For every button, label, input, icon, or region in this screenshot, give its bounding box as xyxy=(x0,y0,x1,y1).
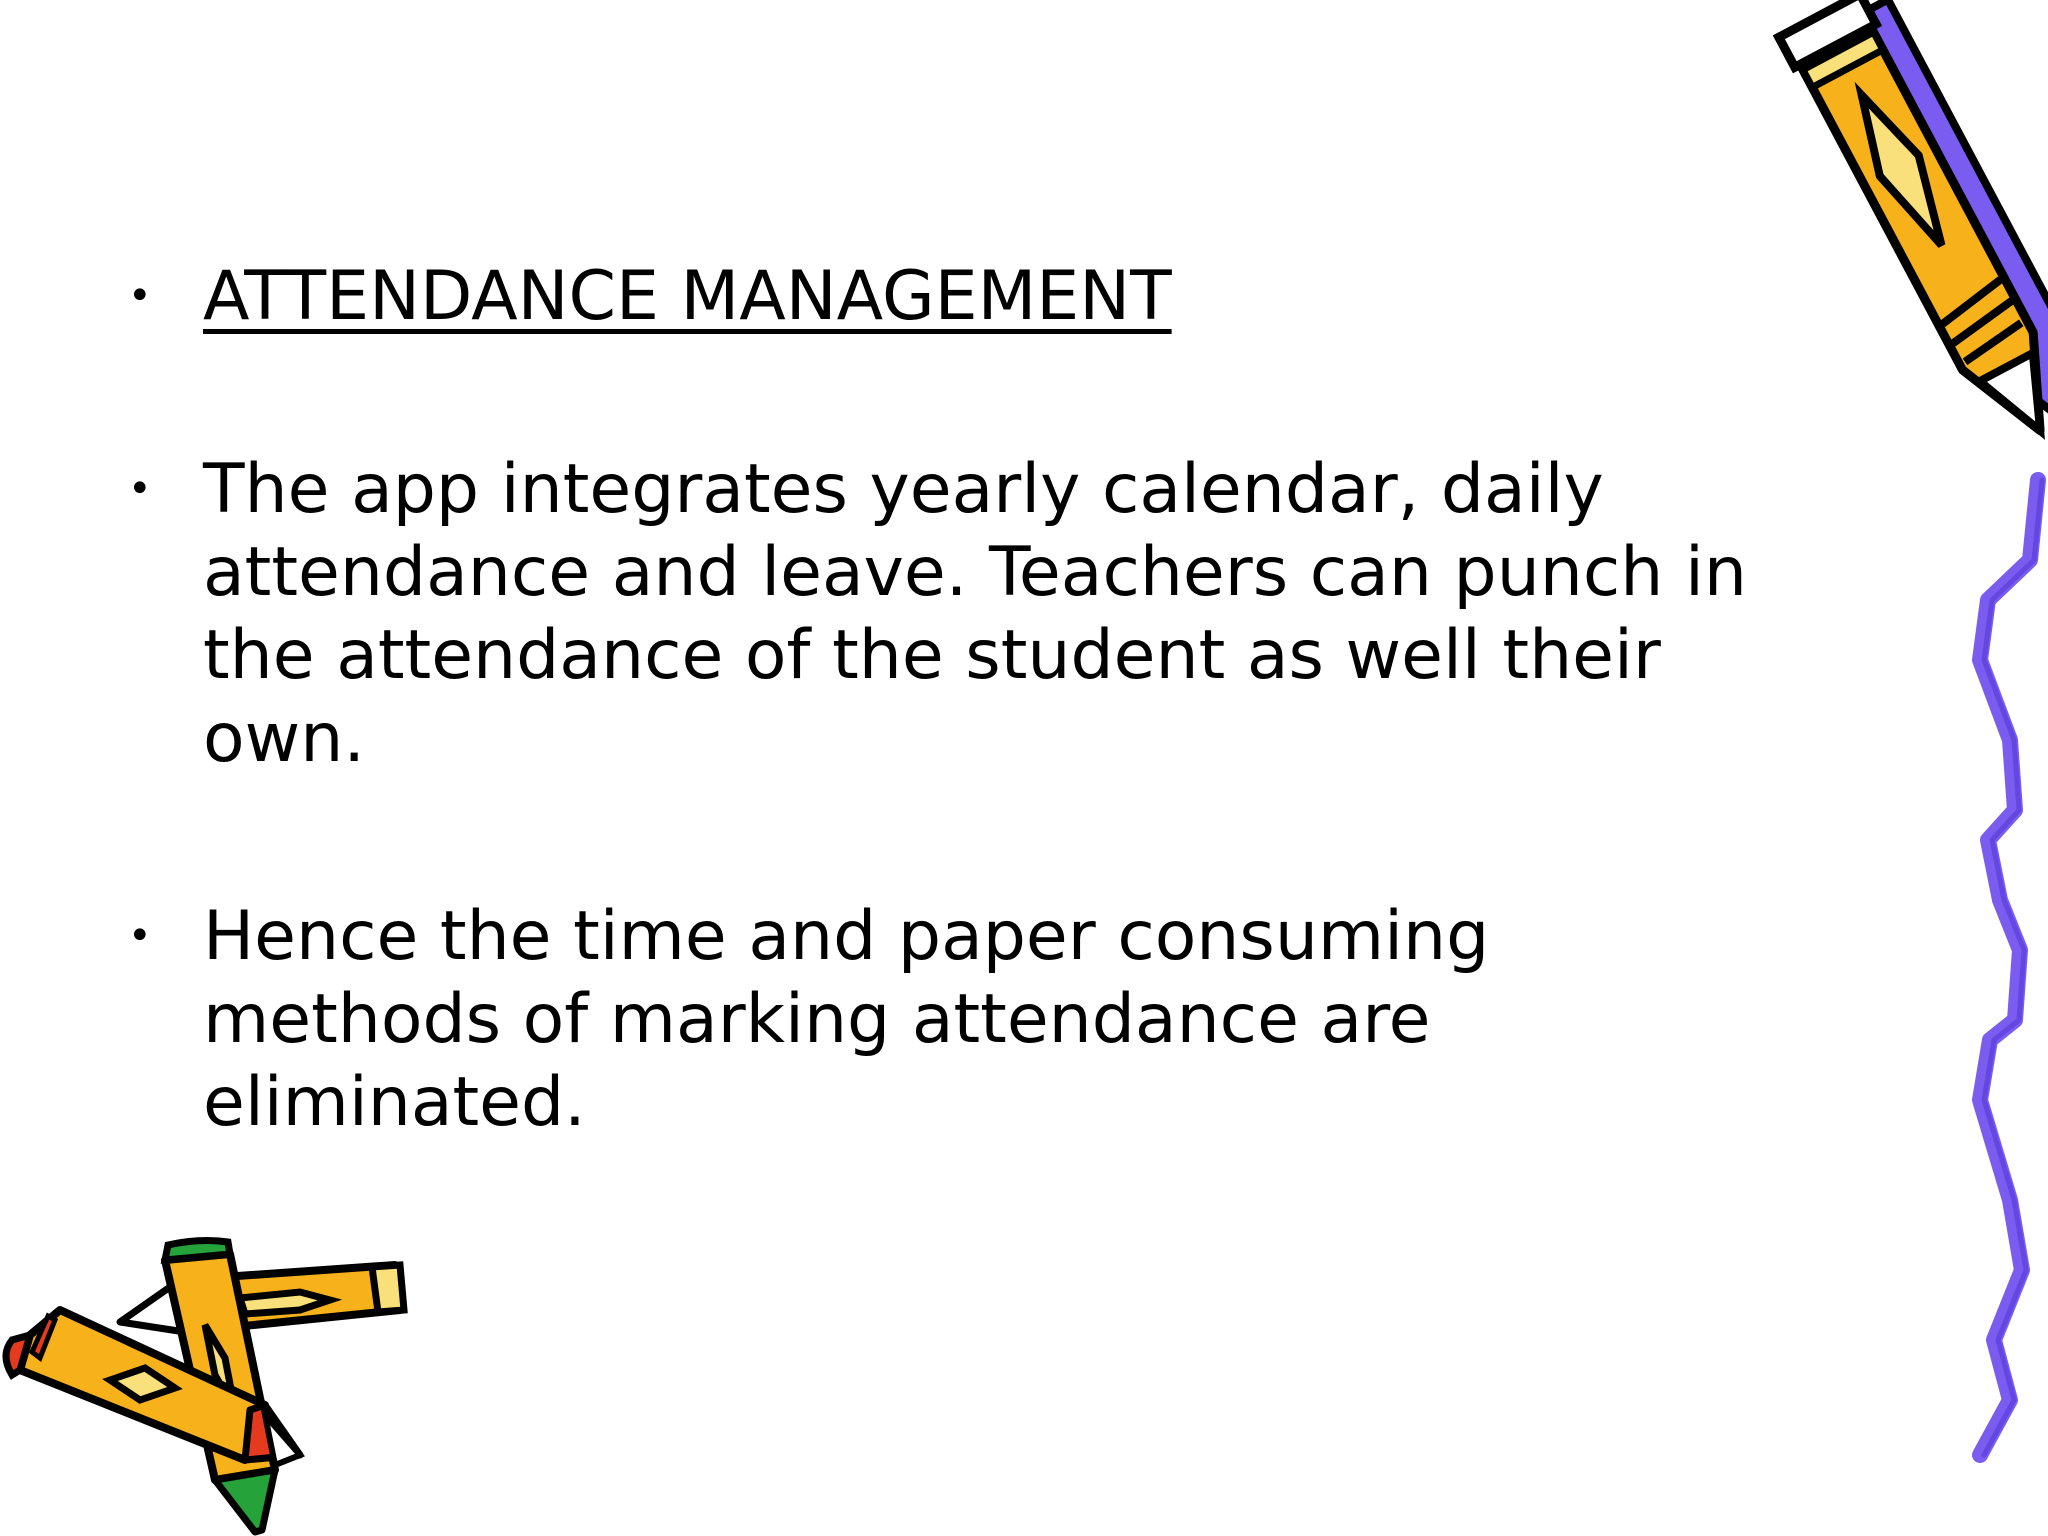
bullet-dot: • xyxy=(128,466,152,512)
pencil-clipart-icon xyxy=(1740,0,2040,500)
crossed-pencils-clipart-icon xyxy=(0,1240,420,1536)
bullet-dot: • xyxy=(128,913,152,959)
bullet-dot: • xyxy=(128,273,152,319)
bullet-text: The app integrates yearly calendar, daily attendance and leave. Teachers can punch in the attendance of the student as well their own. xyxy=(203,450,1747,778)
wavy-squiggle-icon xyxy=(1960,480,2048,1460)
bullet-list xyxy=(128,255,1778,1144)
bullet-paragraph xyxy=(128,895,1778,1144)
bullet-heading xyxy=(128,255,1778,338)
bullet-paragraph xyxy=(128,448,1778,780)
slide-heading: ATTENDANCE MANAGEMENT xyxy=(203,257,1172,336)
bullet-text: Hence the time and paper consuming methods of marking attendance are eliminated. xyxy=(203,897,1490,1142)
